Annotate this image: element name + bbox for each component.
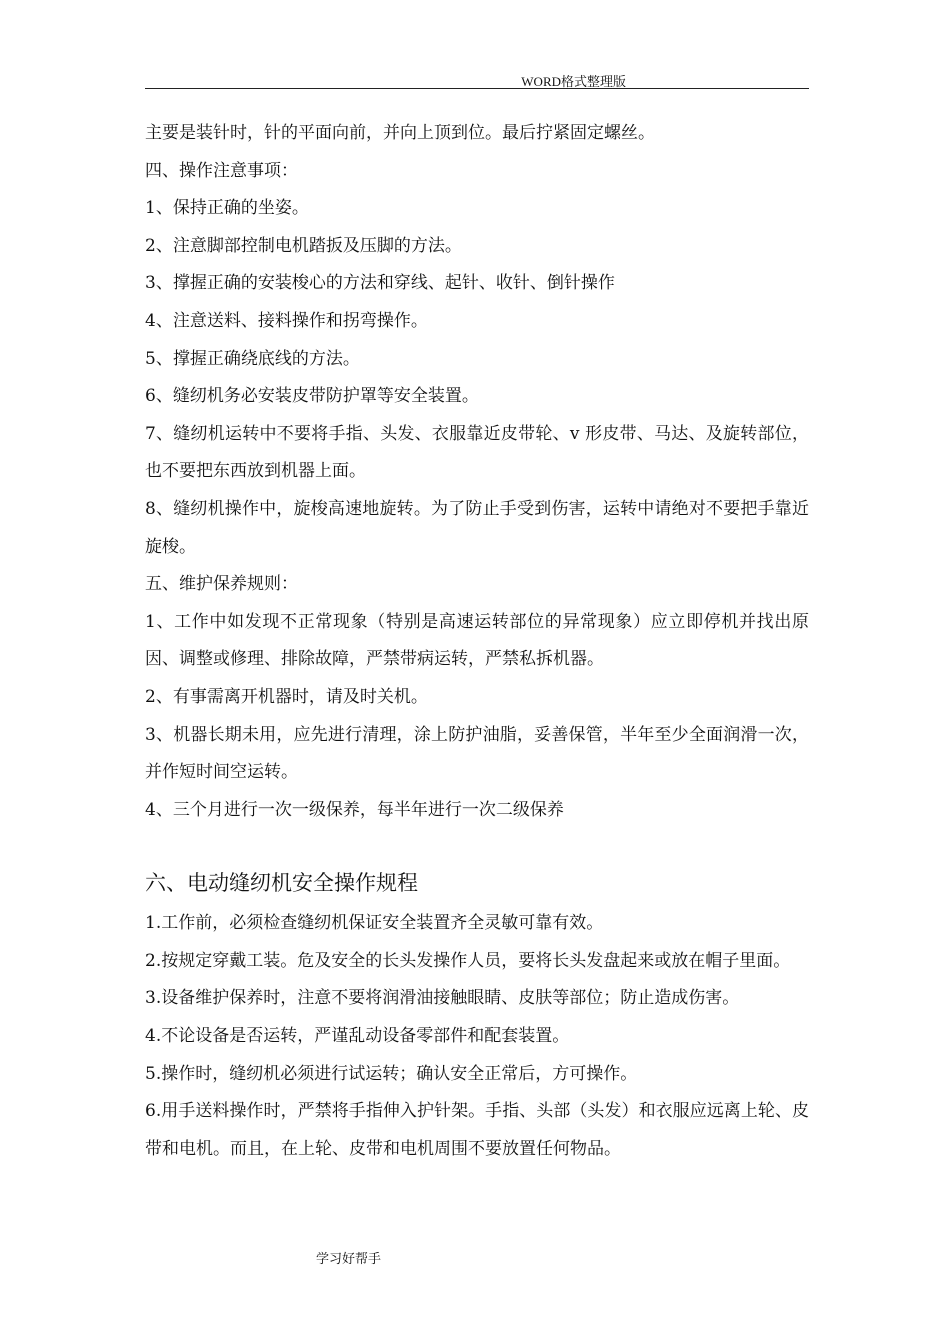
list-item: 1.工作前，必须检查缝纫机保证安全装置齐全灵敏可靠有效。	[145, 913, 604, 934]
list-item: 2、注意脚部控制电机踏扳及压脚的方法。	[145, 235, 462, 256]
list-item: 3、机器长期未用，应先进行清理，涂上防护油脂，妥善保管，半年至少全面润滑一次，并作短时间空运转。	[145, 724, 809, 783]
section-heading: 六、电动缝纫机安全操作规程	[145, 871, 418, 896]
section-title: 五、维护保养规则：	[145, 574, 298, 595]
list-item: 4.不论设备是否运转，严谨乱动设备零部件和配套装置。	[145, 1026, 570, 1047]
list-item: 4、注意送料、接料操作和拐弯操作。	[145, 310, 428, 331]
list-item: 3.设备维护保养时，注意不要将润滑油接触眼睛、皮肤等部位；防止造成伤害。	[145, 988, 740, 1009]
list-item: 6、缝纫机务必安装皮带防护罩等安全装置。	[145, 386, 479, 407]
page-footer: 学习好帮手	[316, 1252, 382, 1267]
list-item: 8、缝纫机操作中，旋梭高速地旋转。为了防止手受到伤害，运转中请绝对不要把手靠近旋梭。	[145, 498, 809, 557]
header-text: WORD格式整理版	[521, 74, 626, 89]
document-body	[145, 115, 809, 1168]
list-item: 2.按规定穿戴工装。危及安全的长头发操作人员，要将长头发盘起来或放在帽子里面。	[145, 950, 791, 971]
list-item: 4、三个月进行一次一级保养，每半年进行一次二级保养	[145, 799, 564, 820]
list-item: 5、撑握正确绕底线的方法。	[145, 348, 360, 369]
paragraph: 主要是装针时，针的平面向前，并向上顶到位。最后拧紧固定螺丝。	[145, 123, 655, 143]
page-header	[145, 70, 809, 89]
list-item: 1、保持正确的坐姿。	[145, 198, 309, 219]
list-item: 7、缝纫机运转中不要将手指、头发、衣服靠近皮带轮、v 形皮带、马达、及旋转部位，也不要把东西放到机器上面。	[145, 423, 809, 482]
list-item: 5.操作时，缝纫机必须进行试运转；确认安全正常后，方可操作。	[145, 1063, 638, 1084]
list-item: 2、有事需离开机器时，请及时关机。	[145, 686, 428, 707]
section-title: 四、操作注意事项：	[145, 160, 298, 181]
list-item: 6.用手送料操作时，严禁将手指伸入护针架。手指、头部（头发）和衣服应远离上轮、皮带和电机。而且，在上轮、皮带和电机周围不要放置任何物品。	[145, 1101, 809, 1159]
list-item: 3、撑握正确的安装梭心的方法和穿线、起针、收针、倒针操作	[145, 273, 615, 294]
list-item: 1、工作中如发现不正常现象（特别是高速运转部位的异常现象）应立即停机并找出原因、调整或修理、排除故障，严禁带病运转，严禁私拆机器。	[145, 611, 809, 670]
